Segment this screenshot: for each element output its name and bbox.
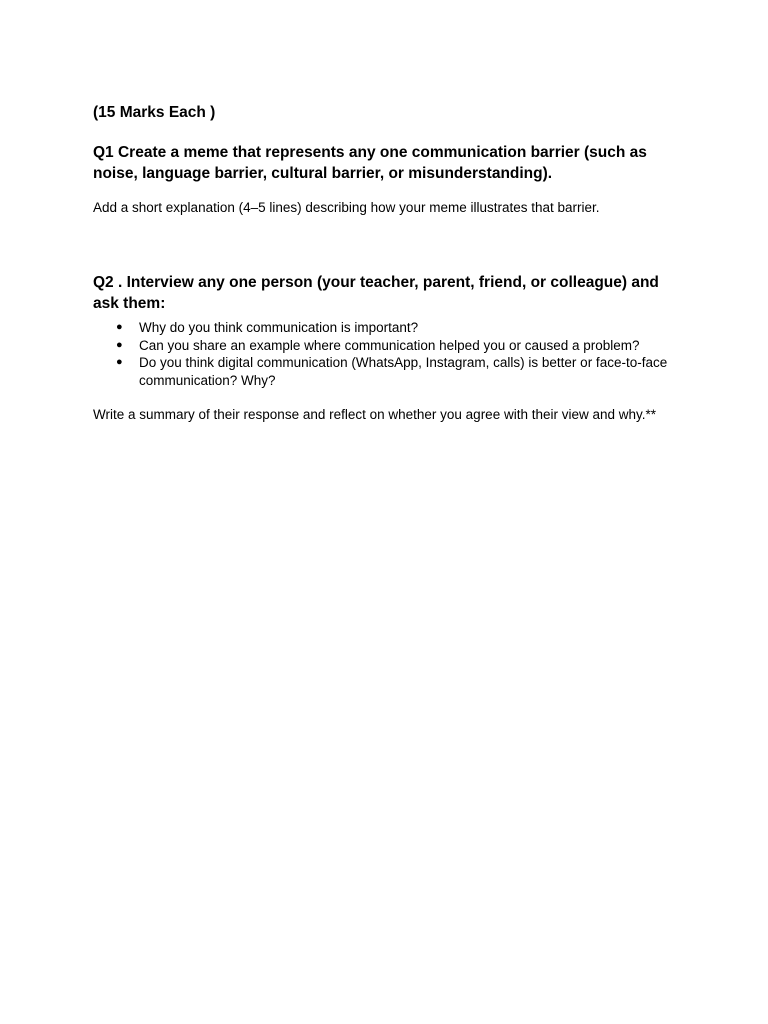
q2-question-text: Do you think digital communication (WhatsApp, Instagram, calls) is better or face-to-face communication? Why? bbox=[139, 355, 668, 388]
marks-heading: (15 Marks Each ) bbox=[93, 104, 216, 121]
q2-question-item bbox=[93, 319, 683, 337]
q2-question-list bbox=[93, 319, 683, 389]
bullet-icon: ● bbox=[116, 356, 123, 368]
q2-question-item bbox=[93, 354, 683, 389]
q2-question-item bbox=[93, 337, 683, 355]
q2-heading: Q2 . Interview any one person (your teacher, parent, friend, or colleague) and ask them: bbox=[93, 274, 659, 312]
q2-question-text: Why do you think communication is important? bbox=[139, 320, 419, 335]
q1-explanation: Add a short explanation (4–5 lines) describing how your meme illustrates that barrier. bbox=[93, 200, 600, 215]
q1-heading: Q1 Create a meme that represents any one communication barrier (such as noise, language barrier, cultural barrier, or misunderstanding). bbox=[93, 144, 647, 182]
q2-question-text: Can you share an example where communication helped you or caused a problem? bbox=[139, 337, 640, 353]
document-content bbox=[93, 103, 683, 424]
q2-summary: Write a summary of their response and reflect on whether you agree with their view and why.** bbox=[93, 407, 657, 422]
bullet-icon: ● bbox=[116, 338, 123, 351]
bullet-icon: ● bbox=[116, 321, 123, 333]
